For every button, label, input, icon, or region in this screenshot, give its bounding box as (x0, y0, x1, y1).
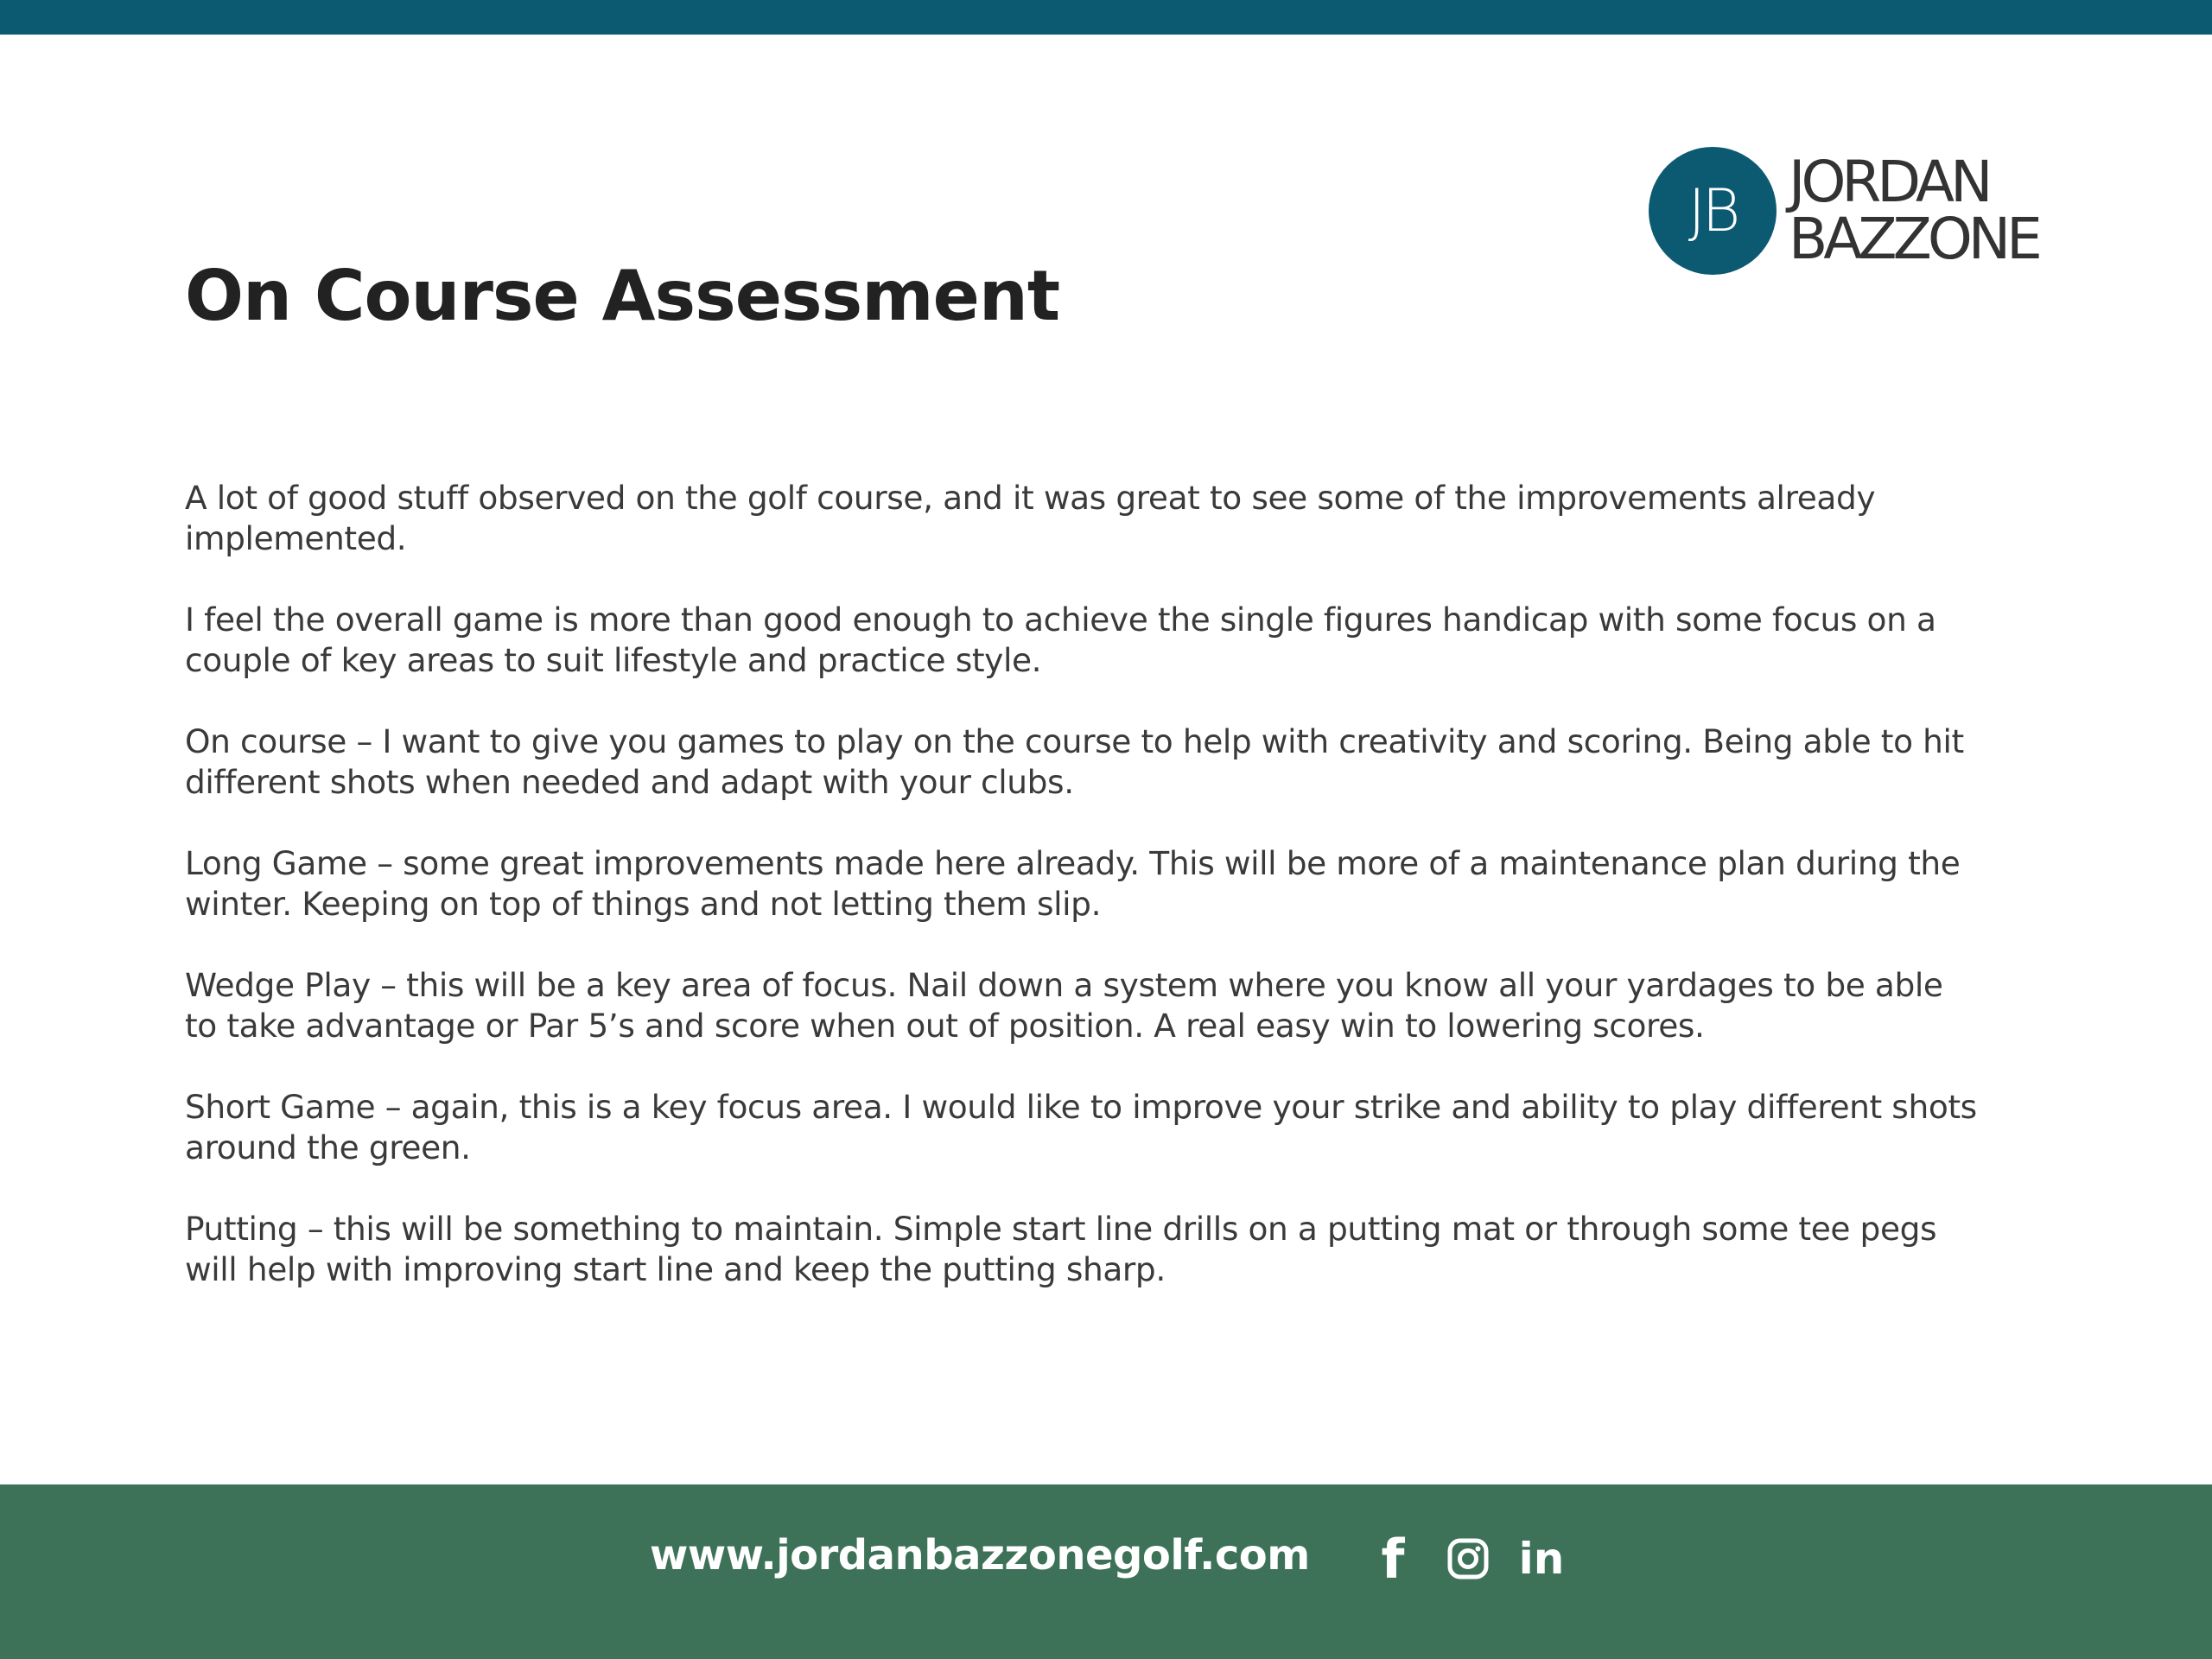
paragraph-putting: Putting – this will be something to maintain. Simple start line drills on a putting mat or through some tee pegs will help with improving start line and keep the putting sharp. (185, 1210, 1937, 1288)
logo-wordmark-line1: JORDAN (1789, 149, 1989, 215)
paragraph-on-course: On course – I want to give you games to play on the course to help with creativity and scoring. Being able to hit different shots when needed and adapt with your clubs. (185, 722, 1964, 801)
facebook-icon[interactable]: f (1381, 1528, 1405, 1591)
logo-wordmark-line2: BAZZONE (1789, 206, 2038, 272)
website-link[interactable]: www.jordanbazzonegolf.com (650, 1531, 1310, 1580)
paragraph-long-game: Long Game – some great improvements made here already. This will be more of a maintenance plan during the winter. Keeping on top of things and not letting them slip. (185, 844, 1961, 923)
logo-wordmark (1789, 149, 2038, 272)
paragraph-overview: A lot of good stuff observed on the golf course, and it was great to see some of the improvements already implemented. (185, 479, 1876, 557)
instagram-icon[interactable] (1446, 1535, 1490, 1583)
brand-logo (1649, 147, 2038, 275)
logo-monogram: JB (1649, 147, 1777, 275)
top-accent-bar (0, 0, 2212, 35)
paragraph-short-game: Short Game – again, this is a key focus area. I would like to improve your strike and ability to play different shots around the green. (185, 1088, 1977, 1166)
page-title: On Course Assessment (185, 256, 1060, 336)
paragraph-overall-game: I feel the overall game is more than good enough to achieve the single figures handicap with some focus on a couple of key areas to suit lifestyle and practice style. (185, 601, 1936, 679)
assessment-body (185, 478, 1982, 1331)
linkedin-icon[interactable]: in (1518, 1534, 1565, 1584)
paragraph-wedge-play: Wedge Play – this will be a key area of focus. Nail down a system where you know all your yardages to be able to take advantage or Par 5’s and score when out of position. A real easy win to lowering scores. (185, 966, 1943, 1045)
